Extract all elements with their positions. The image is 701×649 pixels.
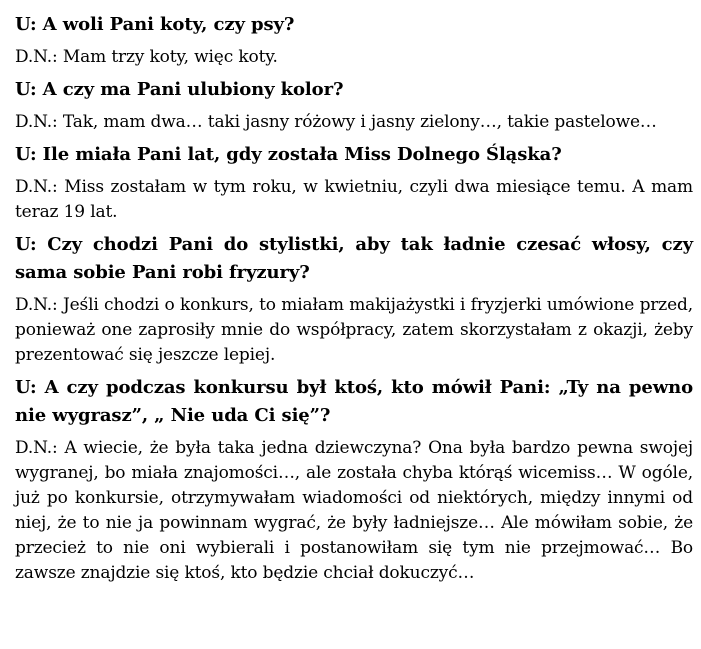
answer-1: D.N.: Mam trzy koty, więc koty. — [15, 47, 278, 67]
answer-2: D.N.: Tak, mam dwa… taki jasny różowy i jasny zielony…, takie pastelowe… — [15, 112, 657, 132]
question-3: U: Ile miała Pani lat, gdy została Miss Dolnego Śląska? — [15, 144, 562, 165]
question-2: U: A czy ma Pani ulubiony kolor? — [15, 79, 344, 100]
question-1: U: A woli Pani koty, czy psy? — [15, 14, 295, 35]
interview-document — [15, 11, 693, 592]
question-5: U: A czy podczas konkursu był ktoś, kto mówił Pani: „Ty na pewno nie wygrasz”, „ Nie uda Ci się”? — [15, 377, 693, 426]
answer-3: D.N.: Miss zostałam w tym roku, w kwietniu, czyli dwa miesiące temu. A mam teraz 19 lat. — [15, 177, 693, 222]
answer-4: D.N.: Jeśli chodzi o konkurs, to miałam makijażystki i fryzjerki umówione przed, ponieważ one zaprosiły mnie do współpracy, zatem skorzystałam z okazji, żeby prezentować się jeszcze lepiej. — [15, 295, 693, 365]
answer-5: D.N.: A wiecie, że była taka jedna dziewczyna? Ona była bardzo pewna swojej wygranej, bo miała znajomości…, ale została chyba którąś wicemiss… W ogóle, już po konkursie, otrzymywałam wiadomości od niektórych, między innymi od niej, że to nie ja powinnam wygrać, że były ładniejsze… Ale mówiłam sobie, że przecież to nie oni wybierali i postanowiłam się tym nie przejmować… Bo zawsze znajdzie się ktoś, kto będzie chciał dokuczyć… — [15, 438, 693, 583]
question-4: U: Czy chodzi Pani do stylistki, aby tak ładnie czesać włosy, czy sama sobie Pani robi fryzury? — [15, 234, 693, 283]
